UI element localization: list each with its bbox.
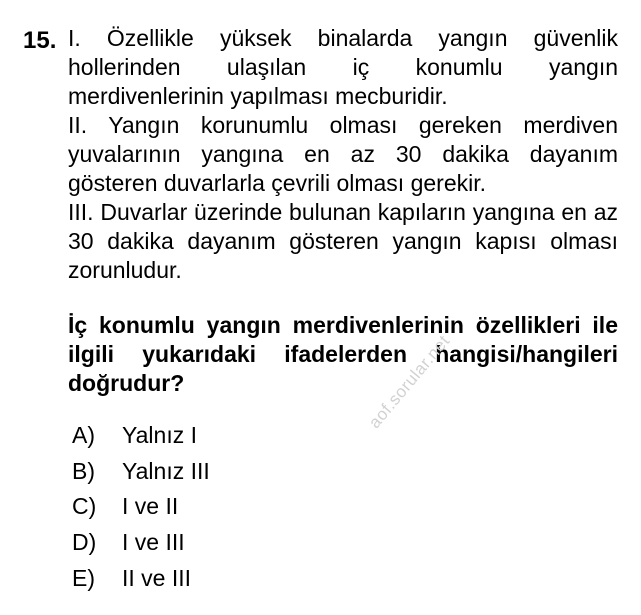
option-text: I ve III <box>122 529 185 556</box>
option-b[interactable] <box>72 456 210 492</box>
statement-1: I. Özellikle yüksek binalarda yangın güvenlik hollerinden ulaşılan iç konumlu yangın merdivenlerinin yapılması mecburidir. <box>68 25 618 109</box>
watermark-center: aof.sorular.net <box>364 331 454 432</box>
option-e[interactable] <box>72 563 210 599</box>
question-statements <box>68 24 618 285</box>
option-letter: D) <box>72 529 97 556</box>
question-number: 15. <box>23 27 57 54</box>
option-text: I ve II <box>122 493 179 520</box>
option-letter: B) <box>72 457 95 484</box>
statement-3: III. Duvarlar üzerinde bulunan kapıların yangına en az 30 dakika dayanım gösteren yangın kapısı olması zorunludur. <box>68 199 618 283</box>
option-d[interactable] <box>72 527 210 563</box>
option-letter: A) <box>72 422 95 448</box>
option-letter: C) <box>72 493 97 520</box>
option-text: Yalnız III <box>122 457 210 484</box>
option-c[interactable] <box>72 491 210 527</box>
answer-options <box>72 420 210 598</box>
option-text: Yalnız I <box>122 422 197 448</box>
option-letter: E) <box>72 564 95 591</box>
question-prompt: İç konumlu yangın merdivenlerinin özellikleri ile ilgili yukarıdaki ifadelerden hangisi/hangileri doğrudur? <box>68 312 618 396</box>
option-text: II ve III <box>122 564 192 591</box>
statement-2: II. Yangın korunumlu olması gereken merdiven yuvalarının yangına en az 30 dakika dayanım gösteren duvarlarla çevrili olması gerekir. <box>68 112 618 196</box>
option-a[interactable] <box>72 420 210 456</box>
